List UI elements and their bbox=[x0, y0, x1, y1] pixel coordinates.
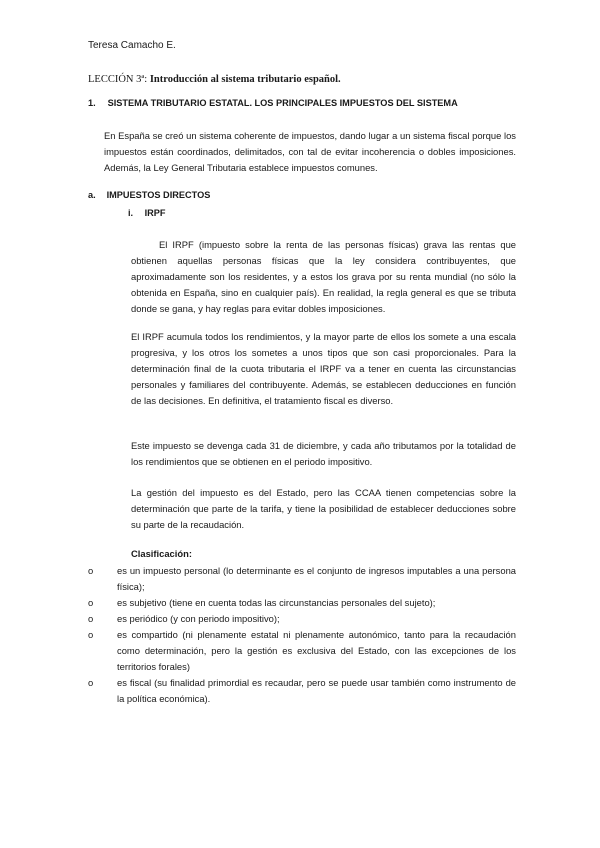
irpf-heading bbox=[128, 208, 166, 218]
irpf-paragraph-4: La gestión del impuesto es del Estado, pero las CCAA tienen competencias sobre la determinación que parte de la tarifa, y tiene la posibilidad de establecer deducciones sobre su parte de la recaudación. bbox=[131, 487, 516, 530]
irpf-paragraph-3: Este impuesto se devenga cada 31 de diciembre, y cada año tributamos por la totalidad de los rendimientos que se obtienen en el periodo impositivo. bbox=[131, 440, 516, 467]
irpf-paragraph-1-text: El IRPF (impuesto sobre la renta de las personas físicas) grava las rentas que obtienen aquellas personas físicas que la ley considera contribuyentes, que aproximadamente son los residentes, y a estos los grava por su renta mundial (no sólo la obtenida en España, sino en cualquier país). En realidad, la regla general es que se tributa donde se gana, y hay reglas para evitar dobles imposiciones. bbox=[131, 239, 516, 314]
lesson-title: Introducción al sistema tributario español. bbox=[149, 74, 341, 85]
classification-title: Clasificación: bbox=[131, 548, 192, 559]
classification-list bbox=[88, 563, 516, 707]
lesson-label: LECCIÓN 3ª: bbox=[88, 74, 148, 85]
section-1-number: 1. bbox=[88, 98, 96, 108]
section-1-title: SISTEMA TRIBUTARIO ESTATAL. LOS PRINCIPALES IMPUESTOS DEL SISTEMA bbox=[107, 98, 458, 108]
subsection-a-letter: a. bbox=[88, 190, 96, 200]
bullet-marker: o bbox=[88, 613, 94, 624]
section-1-heading bbox=[88, 98, 458, 108]
bullet-marker: o bbox=[88, 677, 94, 688]
list-item-text: es compartido (ni plenamente estatal ni plenamente autonómico, tanto para la recaudación como determinación, pero la gestión es exclusiva del Estado, con las excepciones de los territorios forales) bbox=[117, 629, 516, 672]
list-item-text: es fiscal (su finalidad primordial es recaudar, pero se puede usar también como instrumento de la política económica). bbox=[117, 677, 516, 704]
list-item bbox=[88, 563, 516, 595]
subsection-a-heading bbox=[88, 190, 210, 200]
bullet-marker: o bbox=[88, 597, 94, 608]
list-item bbox=[88, 611, 516, 627]
irpf-paragraph-1 bbox=[131, 237, 516, 317]
irpf-title: IRPF bbox=[144, 208, 166, 218]
irpf-paragraph-2: El IRPF acumula todos los rendimientos, y la mayor parte de ellos los somete a una escala progresiva, y los otros los sometes a unos tipos que son casi proporcionales. Para la determinación final de la cuota tributaria el IRPF va a tener en cuenta las circunstancias personales y familiares del contribuyente. Además, se establecen deducciones en función de las decisiones. En definitiva, el tratamiento fiscal es diverso. bbox=[131, 331, 516, 406]
list-item-text: es periódico (y con periodo impositivo); bbox=[117, 613, 280, 624]
lesson-heading bbox=[88, 74, 341, 85]
bullet-marker: o bbox=[88, 565, 94, 576]
list-item-text: es un impuesto personal (lo determinante es el conjunto de ingresos imputables a una persona física); bbox=[117, 565, 516, 592]
bullet-marker: o bbox=[88, 629, 94, 640]
list-item-text: es subjetivo (tiene en cuenta todas las circunstancias personales del sujeto); bbox=[117, 597, 436, 608]
list-item bbox=[88, 627, 516, 675]
list-item bbox=[88, 595, 516, 611]
author-name: Teresa Camacho E. bbox=[88, 40, 176, 51]
irpf-number: i. bbox=[128, 208, 134, 218]
subsection-a-title: IMPUESTOS DIRECTOS bbox=[106, 190, 211, 200]
intro-paragraph: En España se creó un sistema coherente de impuestos, dando lugar a un sistema fiscal porque los impuestos están coordinados, delimitados, con tal de evitar incoherencia o dobles imposiciones. Además, la Ley General Tributaria establece impuestos comunes. bbox=[104, 130, 516, 173]
list-item bbox=[88, 675, 516, 707]
